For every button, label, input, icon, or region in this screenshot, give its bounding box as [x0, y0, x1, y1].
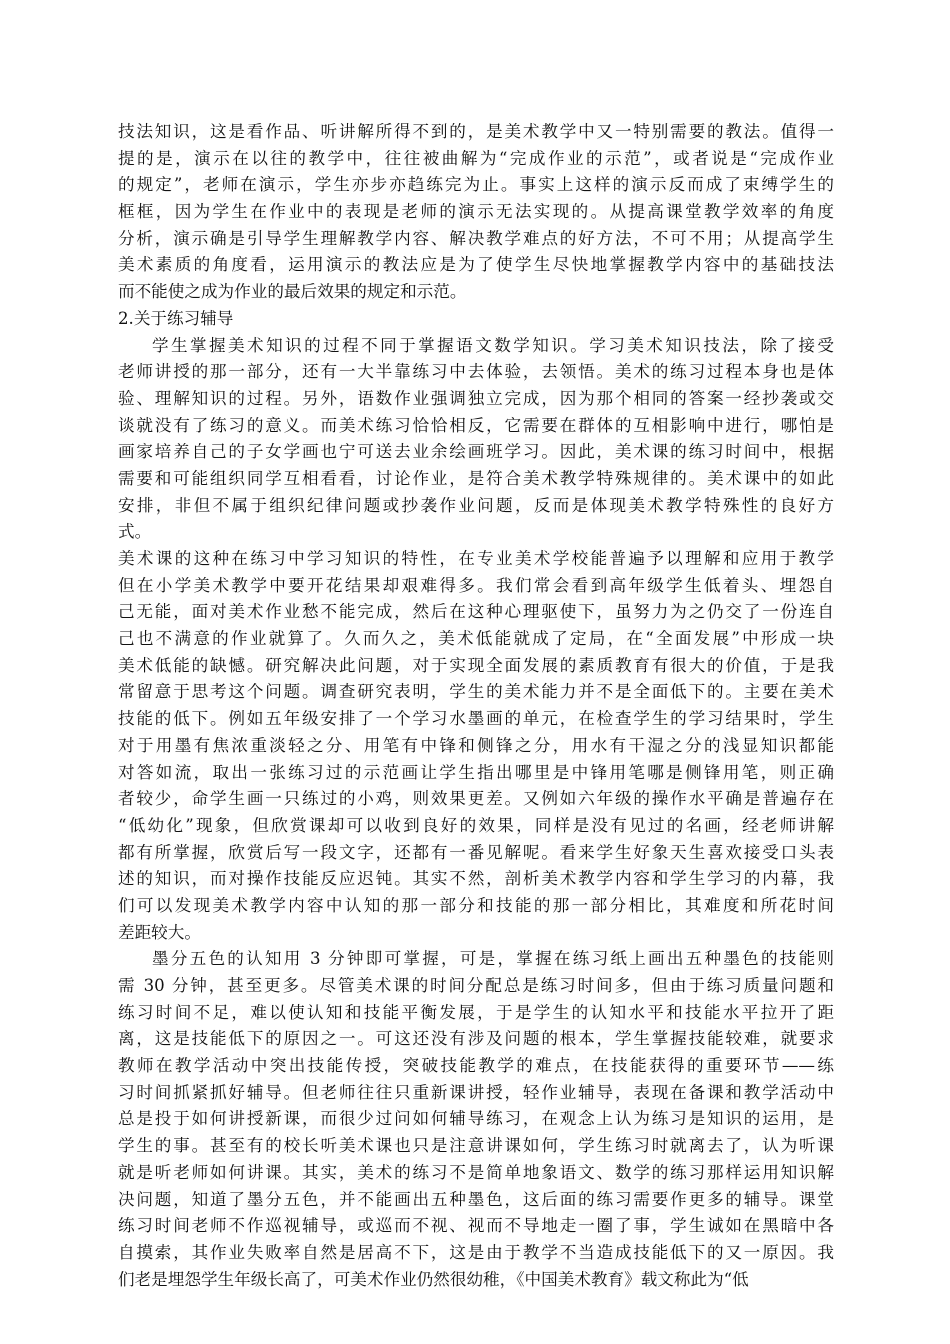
text-line: 画家培养自己的子女学画也宁可送去业余绘画班学习。因此，美术课的练习时间中，根据 [118, 442, 834, 462]
text-line: 都有所掌握，欣赏后写一段文字，还都有一番见解呢。看来学生好象天生喜欢接受口头表 [118, 842, 834, 862]
text-line: 提的是，演示在以往的教学中，往往被曲解为“完成作业的示范”，或者说是“完成作业 [118, 148, 834, 168]
text-line: 老师讲授的那一部分，还有一大半靠练习中去体验，去领悟。美术的练习过程本身也是体 [118, 362, 834, 382]
text-line: 需 30 分钟，甚至更多。尽管美术课的时间分配总是练习时间多，但由于练习质量问题和 [118, 976, 834, 995]
text-line: 式。 [118, 522, 152, 542]
text-line: 离，这是技能低下的原因之一。可这还没有涉及问题的根本，学生掌握技能较难，就要求 [118, 1029, 834, 1049]
text-line: 们可以发现美术教学内容中认知的那一部分和技能的那一部分相比，其难度和所花时间 [118, 895, 834, 915]
text-line: 己无能，面对美术作业愁不能完成，然后在这种心理驱使下，虽努力为之仍交了一份连自 [118, 602, 834, 622]
text-line: 美术低能的缺憾。研究解决此问题，对于实现全面发展的素质教育有很大的价值，于是我 [118, 655, 834, 675]
text-line: 总是投于如何讲授新课，而很少过问如何辅导练习，在观念上认为练习是知识的运用，是 [118, 1109, 834, 1129]
text-line: 分析，演示确是引导学生理解教学内容、解决教学难点的好方法，不可不用；从提高学生 [118, 228, 834, 248]
text-line: 者较少，命学生画一只练过的小鸡，则效果更差。又例如六年级的操作水平确是普遍存在 [118, 789, 834, 809]
text-line: 谈就没有了练习的意义。而美术练习恰恰相反，它需要在群体的互相影响中进行，哪怕是 [118, 415, 834, 435]
text-line: 们老是埋怨学生年级长高了，可美术作业仍然很幼稚，《中国美术教育》载文称此为“低 [118, 1269, 749, 1289]
text-line: 决问题，知道了墨分五色，并不能画出五种墨色，这后面的练习需要作更多的辅导。课堂 [118, 1189, 834, 1209]
text-line: 需要和可能组织同学互相看看，讨论作业，是符合美术教学特殊规律的。美术课中的如此 [118, 468, 834, 488]
text-line: 练习时间不足，难以使认知和技能平衡发展，于是学生的认知水平和技能水平拉开了距 [118, 1002, 834, 1022]
paragraph [118, 119, 834, 306]
section-heading [118, 306, 834, 333]
text-line: 但在小学美术教学中要开花结果却艰难得多。我们常会看到高年级学生低着头、埋怨自 [118, 575, 834, 595]
text-line: 对答如流，取出一张练习过的示范画让学生指出哪里是中锋用笔哪是侧锋用笔，则正确 [118, 762, 834, 782]
text-line: 常留意于思考这个问题。调查研究表明，学生的美术能力并不是全面低下的。主要在美术 [118, 682, 834, 702]
text-line: 练习时间老师不作巡视辅导，或巡而不视、视而不导地走一圈了事，学生诚如在黑暗中各 [118, 1216, 834, 1236]
document-page [118, 119, 834, 1293]
text-line: “低幼化”现象，但欣赏课却可以收到良好的效果，同样是没有见过的名画，经老师讲解 [118, 815, 834, 835]
text-line: 习时间抓紧抓好辅导。但老师往往只重新课讲授，轻作业辅导，表现在备课和教学活动中 [118, 1082, 834, 1102]
text-line: 而不能使之成为作业的最后效果的规定和示范。 [118, 282, 467, 302]
body-text [118, 119, 834, 1293]
paragraph [118, 546, 834, 946]
text-line: 就是听老师如何讲课。其实，美术的练习不是简单地象语文、数学的练习那样运用知识解 [118, 1162, 834, 1182]
text-line: 的规定”，老师在演示，学生亦步亦趋练完为止。事实上这样的演示反而成了束缚学生的 [118, 175, 834, 195]
text-line: 自摸索，其作业失败率自然是居高不下，这是由于教学不当造成技能低下的又一原因。我 [118, 1242, 834, 1262]
paragraph [118, 333, 834, 547]
text-line: 美术素质的角度看，运用演示的教法应是为了使学生尽快地掌握教学内容中的基础技法 [118, 255, 834, 275]
text-line: 框框，因为学生在作业中的表现是老师的演示无法实现的。从提高课堂教学效率的角度 [118, 202, 834, 222]
text-line: 学生掌握美术知识的过程不同于掌握语文数学知识。学习美术知识技法，除了接受 [152, 335, 834, 355]
text-line: 己也不满意的作业就算了。久而久之，美术低能就成了定局，在“全面发展”中形成一块 [118, 629, 834, 649]
text-line: 美术课的这种在练习中学习知识的特性，在专业美术学校能普遍予以理解和应用于教学 [118, 549, 834, 568]
text-line: 差距较大。 [118, 922, 201, 942]
paragraph [118, 946, 834, 1293]
text-line: 技法知识，这是看作品、听讲解所得不到的，是美术教学中又一特别需要的教法。值得一 [118, 122, 834, 141]
text-line: 技能的低下。例如五年级安排了一个学习水墨画的单元，在检查学生的学习结果时，学生 [118, 709, 834, 729]
text-line: 安排，非但不属于组织纪律问题或抄袭作业问题，反而是体现美术教学特殊性的良好方 [118, 495, 834, 515]
text-line: 2.关于练习辅导 [118, 308, 234, 328]
text-line: 墨分五色的认知用 3 分钟即可掌握，可是，掌握在练习纸上画出五种墨色的技能则 [152, 949, 834, 969]
text-line: 学生的事。甚至有的校长听美术课也只是注意讲课如何，学生练习时就离去了，认为听课 [118, 1136, 834, 1156]
text-line: 验、理解知识的过程。另外，语数作业强调独立完成，因为那个相同的答案一经抄袭或交 [118, 388, 834, 408]
text-line: 对于用墨有焦浓重淡轻之分、用笔有中锋和侧锋之分，用水有干湿之分的浅显知识都能 [118, 735, 834, 755]
text-line: 述的知识，而对操作技能反应迟钝。其实不然，剖析美术教学内容和学生学习的内幕，我 [118, 869, 834, 889]
text-line: 教师在教学活动中突出技能传授，突破技能教学的难点，在技能获得的重要环节——练 [118, 1056, 834, 1076]
